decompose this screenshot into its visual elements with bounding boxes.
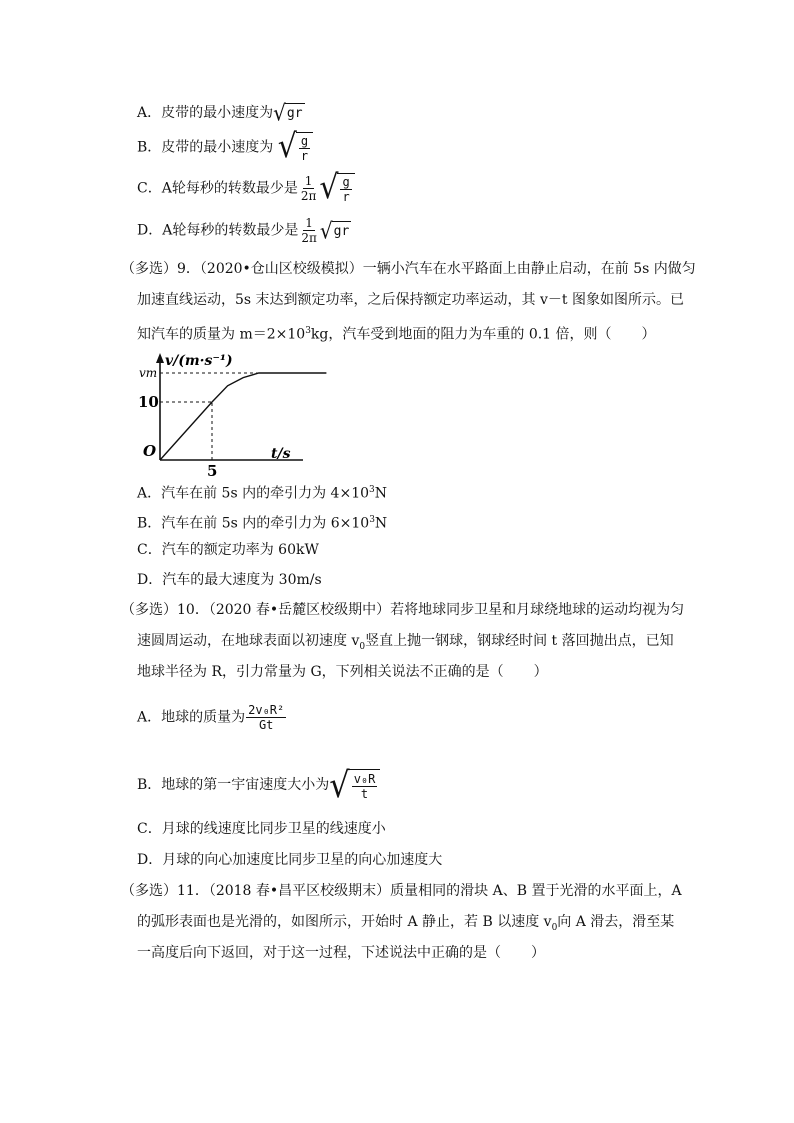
q9-option-c: C．汽车的额定功率为 60kW [137, 542, 319, 558]
q8-option-a: A．皮带的最小速度为 √ gr [137, 99, 303, 127]
q9-stem-line2: 加速直线运动，5s 末达到额定功率，之后保持额定功率运动，其 v－t 图象如图所示。已 [137, 292, 684, 308]
q10-option-d: D．月球的向心加速度比同步卫星的向心加速度大 [137, 852, 443, 868]
sqrt-symbol: √ $\frac{g}{r}$ [278, 132, 313, 163]
sqrt-symbol: √ $\frac{\text{v₀R}}{t}$ [329, 769, 380, 801]
y-tick-label-10: 10 [138, 393, 159, 411]
q8-option-c: C．A轮每秒的转数最少是 $\frac{1}{2\pi}$ √ $\frac{g}{r}$ [137, 173, 355, 204]
sqrt-symbol: √ gr [319, 217, 350, 244]
sqrt-symbol: √ $\frac{g}{r}$ [319, 173, 354, 204]
y-axis-label: v/(m·s⁻¹) [165, 353, 233, 369]
vt-graph [135, 348, 315, 480]
vt-curve [160, 373, 326, 460]
q11-stem-line1: （多选）11．（2018 春•昌平区校级期末）质量相同的滑块 A、B 置于光滑的水平面上，A [121, 883, 682, 899]
q9-option-d: D．汽车的最大速度为 30m/s [137, 572, 322, 588]
q9-option-b: B．汽车在前 5s 内的牵引力为 $6\times 10^3N$ [137, 515, 388, 532]
q10-option-c: C．月球的线速度比同步卫星的线速度小 [137, 821, 386, 837]
y-axis-arrow [156, 353, 164, 363]
q10-stem-line3: 地球半径为 R，引力常量为 G，下列相关说法不正确的是（ ） [137, 664, 548, 680]
y-tick-label-vm: vm [139, 366, 158, 380]
sqrt-symbol: √ gr [273, 99, 303, 127]
q8-option-d: D．A轮每秒的转数最少是 $\frac{1}{2\pi}$ √ gr [137, 216, 350, 245]
q10-option-b: B．地球的第一宇宙速度大小为 √ $\frac{\text{v₀R}}{t}$ [137, 769, 380, 801]
q9-stem-line3: 知汽车的质量为 $m=2\times 10^3kg$，汽车受到地面的阻力为车重的 0.1 倍，则（ ） [137, 326, 656, 343]
origin-label: O [143, 442, 157, 460]
q10-stem-line1: （多选）10．（2020 春•岳麓区校级期中）若将地球同步卫星和月球绕地球的运动均视为匀 [121, 602, 685, 618]
q11-stem-line2: 的弧形表面也是光滑的，如图所示，开始时 A 静止，若 B 以速度 $v_0$向 A 滑去，滑至某 [137, 914, 675, 933]
x-tick-label-5: 5 [207, 462, 218, 480]
q10-stem-line2: 速圆周运动，在地球表面以初速度 $v_0$竖直上抛一钢球，钢球经时间 t 落回抛出点，已知 [137, 633, 674, 652]
x-axis-label: t/s [271, 446, 291, 462]
q8-option-b: B．皮带的最小速度为 √ $\frac{g}{r}$ [137, 132, 313, 163]
q10-option-a: A．地球的质量为 $\frac{\text{2v₀R²}}{Gt}$ [137, 703, 285, 732]
q11-stem-line3: 一高度后向下返回，对于这一过程，下述说法中正确的是（ ） [137, 945, 545, 961]
q9-option-a: A．汽车在前 5s 内的牵引力为 $4\times 10^3N$ [137, 485, 387, 502]
q9-stem-line1: （多选）9．（2020•仓山区校级模拟）一辆小汽车在水平路面上由静止启动，在前 5s 内做匀 [121, 261, 696, 277]
